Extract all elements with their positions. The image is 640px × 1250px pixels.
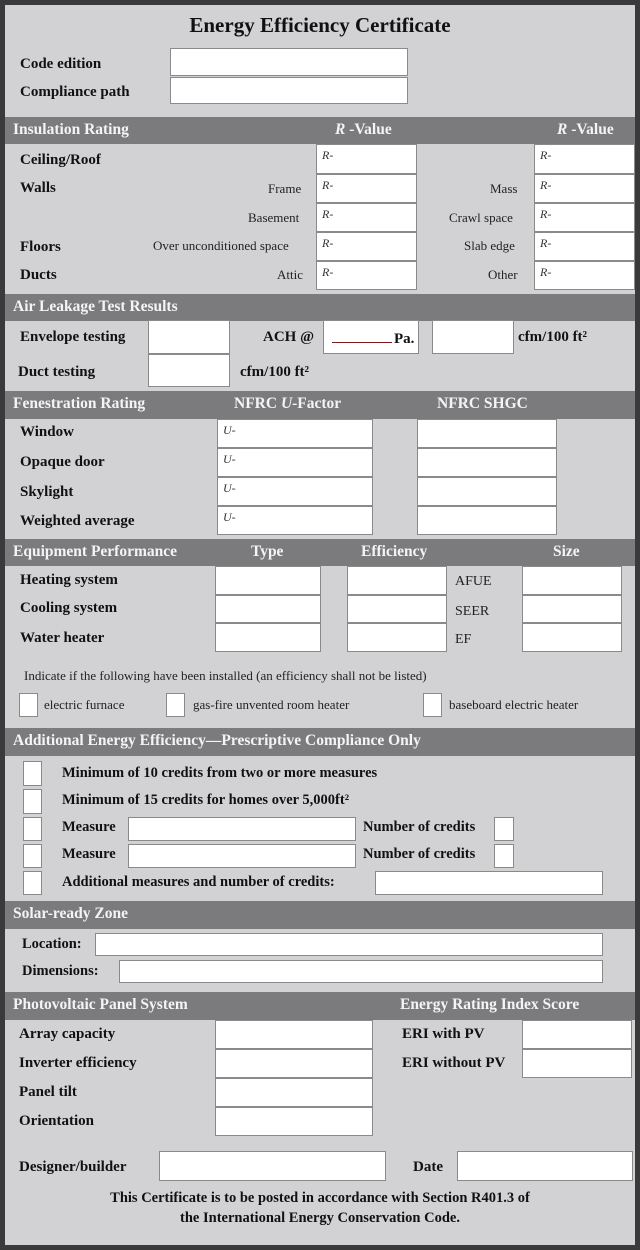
date-label: Date — [413, 1159, 443, 1175]
opaque-door-u-field[interactable]: U- — [217, 448, 373, 477]
envelope-cfm-label: cfm/100 ft² — [518, 329, 588, 345]
measure1-label: Measure — [62, 819, 116, 835]
min15-checkbox[interactable] — [23, 789, 42, 814]
location-field[interactable] — [95, 933, 603, 956]
cooling-efficiency-field[interactable] — [347, 595, 447, 623]
min15-label: Minimum of 15 credits for homes over 5,000ft² — [62, 792, 350, 808]
frame-r-field[interactable]: R- — [316, 174, 417, 203]
efficiency-header: Efficiency — [361, 543, 428, 560]
equipment-heading: Equipment Performance — [13, 543, 178, 560]
duct-cfm-label: cfm/100 ft² — [240, 364, 310, 380]
heating-efficiency-field[interactable] — [347, 566, 447, 595]
heating-system-label: Heating system — [20, 572, 118, 588]
over-unconditioned-label: Over unconditioned space — [153, 238, 289, 253]
floors-label: Floors — [20, 239, 61, 255]
water-heater-size-field[interactable] — [522, 623, 622, 652]
size-header: Size — [553, 543, 580, 560]
credits1-label: Number of credits — [363, 819, 476, 835]
ceiling-r-field[interactable]: R- — [316, 144, 417, 174]
shgc-header: NFRC SHGC — [437, 395, 528, 412]
cooling-system-label: Cooling system — [20, 600, 118, 616]
slab-edge-label: Slab edge — [464, 238, 515, 253]
min10-checkbox[interactable] — [23, 761, 42, 786]
pv-heading: Photovoltaic Panel System — [13, 996, 188, 1013]
cooling-size-field[interactable] — [522, 595, 622, 623]
duct-testing-label: Duct testing — [18, 364, 96, 380]
basement-label: Basement — [248, 210, 300, 225]
eri-heading: Energy Rating Index Score — [400, 996, 580, 1013]
gas-fire-label: gas-fire unvented room heater — [193, 697, 350, 712]
compliance-path-field[interactable] — [170, 77, 408, 104]
electric-furnace-checkbox[interactable] — [19, 693, 38, 717]
weighted-average-shgc-field[interactable] — [417, 506, 557, 535]
skylight-label: Skylight — [20, 484, 74, 500]
additional-measures-checkbox[interactable] — [23, 871, 42, 895]
measure2-field[interactable] — [128, 844, 356, 868]
ach-label: ACH @ — [263, 329, 315, 345]
electric-furnace-label: electric furnace — [44, 697, 125, 712]
fenestration-section-header — [5, 391, 635, 419]
footer-line-1: This Certificate is to be posted in accordance with Section R401.3 of — [110, 1190, 530, 1206]
attic-r-field[interactable]: R- — [316, 261, 417, 290]
ach-pressure-line[interactable] — [332, 342, 392, 343]
duct-testing-field[interactable] — [148, 354, 230, 387]
heating-size-field[interactable] — [522, 566, 622, 595]
other-label: Other — [488, 267, 518, 282]
rvalue-header-2: R -Value — [557, 121, 614, 138]
water-heater-efficiency-field[interactable] — [347, 623, 447, 652]
insulation-section-header — [5, 117, 635, 144]
fenestration-heading: Fenestration Rating — [13, 395, 146, 412]
attic-label: Attic — [277, 267, 303, 282]
pa-field[interactable] — [323, 320, 419, 354]
eri-with-pv-label: ERI with PV — [402, 1026, 485, 1042]
rvalue-header-1: R -Value — [335, 121, 392, 138]
additional-measures-label: Additional measures and number of credits: — [62, 874, 335, 890]
mass-label: Mass — [490, 181, 518, 196]
code-edition-label: Code edition — [20, 56, 102, 72]
date-field[interactable] — [457, 1151, 633, 1181]
ceiling-r-field-2[interactable]: R- — [534, 144, 635, 174]
measure2-checkbox[interactable] — [23, 844, 42, 868]
crawl-space-r-field[interactable]: R- — [534, 203, 635, 232]
dimensions-label: Dimensions: — [22, 963, 99, 979]
location-label: Location: — [22, 936, 82, 952]
ceiling-label: Ceiling/Roof — [20, 152, 101, 168]
measure2-label: Measure — [62, 846, 116, 862]
eri-without-pv-field[interactable] — [522, 1049, 632, 1078]
equipment-section-header — [5, 539, 635, 566]
additional-heading: Additional Energy Efficiency—Prescriptive Compliance Only — [13, 732, 421, 749]
eri-without-pv-label: ERI without PV — [402, 1055, 506, 1071]
gas-fire-checkbox[interactable] — [166, 693, 185, 717]
baseboard-label: baseboard electric heater — [449, 697, 579, 712]
array-capacity-field[interactable] — [215, 1020, 373, 1049]
footer-line-2: the International Energy Conservation Code. — [180, 1210, 460, 1226]
credits2-field[interactable] — [494, 844, 514, 868]
cooling-type-field[interactable] — [215, 595, 321, 623]
weighted-average-label: Weighted average — [20, 513, 135, 529]
frame-label: Frame — [268, 181, 302, 196]
solar-section-header — [5, 901, 635, 929]
skylight-shgc-field[interactable] — [417, 477, 557, 506]
dimensions-field[interactable] — [119, 960, 603, 983]
pv-section-header — [5, 992, 635, 1020]
over-unconditioned-r-field[interactable]: R- — [316, 232, 417, 261]
solar-heading: Solar-ready Zone — [13, 905, 128, 922]
envelope-testing-field[interactable] — [148, 320, 230, 354]
designer-builder-label: Designer/builder — [19, 1159, 127, 1175]
ef-label: EF — [455, 632, 472, 647]
mass-r-field[interactable]: R- — [534, 174, 635, 203]
ufactor-header: NFRC U-Factor — [234, 395, 342, 412]
air-leakage-section-header — [5, 294, 635, 321]
inverter-efficiency-label: Inverter efficiency — [19, 1055, 137, 1071]
measure1-checkbox[interactable] — [23, 817, 42, 841]
additional-section-header — [5, 728, 635, 756]
min10-label: Minimum of 10 credits from two or more measures — [62, 765, 378, 781]
designer-builder-field[interactable] — [159, 1151, 386, 1181]
air-leakage-heading: Air Leakage Test Results — [13, 298, 178, 315]
panel-tilt-field[interactable] — [215, 1078, 373, 1107]
water-heater-type-field[interactable] — [215, 623, 321, 652]
orientation-label: Orientation — [19, 1113, 94, 1129]
installed-note: Indicate if the following have been installed (an efficiency shall not be listed) — [24, 668, 427, 683]
afue-label: AFUE — [455, 574, 492, 589]
ach-result-field[interactable] — [432, 320, 514, 354]
panel-tilt-label: Panel tilt — [19, 1084, 77, 1100]
crawl-space-label: Crawl space — [449, 210, 513, 225]
weighted-average-u-field[interactable]: U- — [217, 506, 373, 535]
baseboard-checkbox[interactable] — [423, 693, 442, 717]
array-capacity-label: Array capacity — [19, 1026, 116, 1042]
seer-label: SEER — [455, 604, 490, 619]
skylight-u-field[interactable]: U- — [217, 477, 373, 506]
credits1-field[interactable] — [494, 817, 514, 841]
window-shgc-field[interactable] — [417, 419, 557, 448]
additional-measures-field[interactable] — [375, 871, 603, 895]
heating-type-field[interactable] — [215, 566, 321, 595]
insulation-heading: Insulation Rating — [13, 121, 129, 138]
envelope-testing-label: Envelope testing — [20, 329, 126, 345]
slab-edge-r-field[interactable]: R- — [534, 232, 635, 261]
pa-field-text: Pa. — [330, 331, 414, 348]
code-edition-field[interactable] — [170, 48, 408, 76]
other-r-field[interactable]: R- — [534, 261, 635, 290]
opaque-door-shgc-field[interactable] — [417, 448, 557, 477]
compliance-path-label: Compliance path — [20, 84, 130, 100]
window-label: Window — [20, 424, 74, 440]
certificate — [5, 5, 635, 1245]
eri-with-pv-field[interactable] — [522, 1020, 632, 1049]
inverter-efficiency-field[interactable] — [215, 1049, 373, 1078]
opaque-door-label: Opaque door — [20, 454, 105, 470]
ducts-label: Ducts — [20, 267, 57, 283]
type-header: Type — [251, 543, 284, 560]
basement-r-field[interactable]: R- — [316, 203, 417, 232]
window-u-field[interactable]: U- — [217, 419, 373, 448]
credits2-label: Number of credits — [363, 846, 476, 862]
measure1-field[interactable] — [128, 817, 356, 841]
water-heater-label: Water heater — [20, 630, 105, 646]
page-title: Energy Efficiency Certificate — [189, 13, 451, 37]
orientation-field[interactable] — [215, 1107, 373, 1136]
walls-label: Walls — [20, 180, 56, 196]
